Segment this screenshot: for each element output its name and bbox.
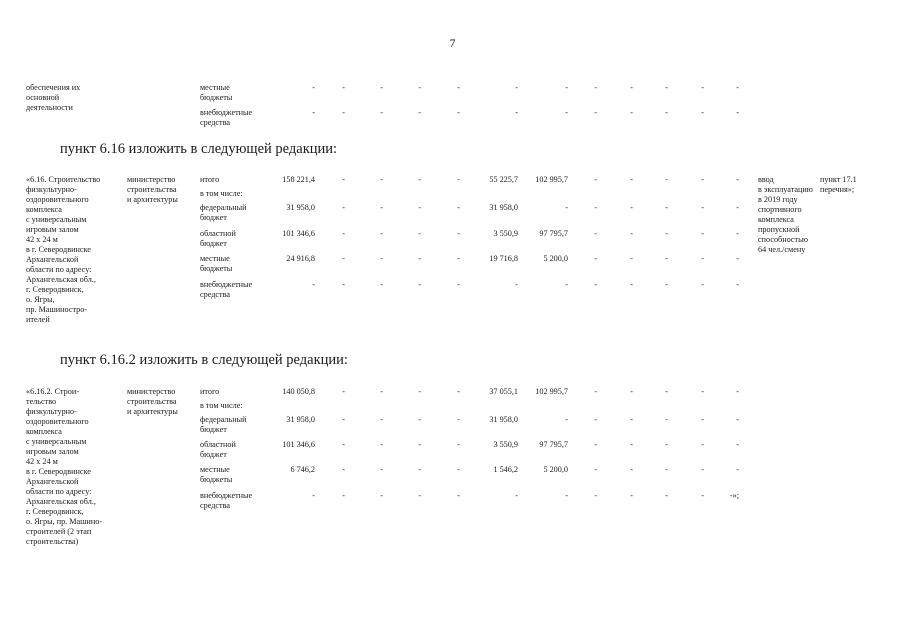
funding-source-line: местные	[200, 254, 230, 263]
funding-value-d9: -	[665, 491, 668, 500]
funding-value-d4: -	[457, 491, 460, 500]
funding-value-v0: 158 221,4	[282, 175, 315, 184]
funding-source-line: областной	[200, 440, 236, 449]
expected-result-line: комплекса	[758, 215, 794, 224]
measure-name-line: комплекса	[26, 427, 62, 436]
funding-source-line: бюджет	[200, 213, 227, 222]
funding-value-v6: -	[565, 491, 568, 500]
funding-value-d4: -	[457, 175, 460, 184]
funding-value-d8: -	[630, 440, 633, 449]
section-heading-6-16-2: пункт 6.16.2 изложить в следующей редакции:	[60, 352, 348, 368]
funding-value-v5: 3 550,9	[493, 229, 518, 238]
funding-source	[200, 229, 270, 249]
funding-value-d2: -	[380, 254, 383, 263]
funding-value-d3: -	[418, 108, 421, 117]
measure-name-line: деятельности	[26, 103, 73, 112]
measure-name	[26, 83, 122, 113]
funding-value-d7: -	[594, 280, 597, 289]
responsible-executor-line: и архитектуры	[127, 195, 178, 204]
funding-value-v6: 5 200,0	[543, 254, 568, 263]
funding-value-v6: -	[565, 203, 568, 212]
funding-value-d4: -	[457, 203, 460, 212]
funding-value-d4: -	[457, 108, 460, 117]
funding-value-d11: -	[736, 387, 739, 396]
funding-value-d8: -	[630, 491, 633, 500]
funding-value-d10: -	[701, 254, 704, 263]
funding-value-d9: -	[665, 415, 668, 424]
measure-name-line: 42 x 24 м	[26, 457, 58, 466]
expected-result-line: 64 чел./смену	[758, 245, 806, 254]
measure-name-line: с универсальным	[26, 437, 87, 446]
measure-name-line: физкультурно-	[26, 185, 77, 194]
measure-name	[26, 387, 122, 547]
funding-source	[200, 440, 270, 460]
funding-value-d2: -	[380, 491, 383, 500]
funding-source-line: федеральный	[200, 415, 247, 424]
responsible-executor-line: строительства	[127, 185, 177, 194]
funding-value-v5: -	[515, 108, 518, 117]
funding-source	[200, 83, 270, 103]
section-heading-6-16: пункт 6.16 изложить в следующей редакции:	[60, 141, 338, 157]
funding-source-line: в том числе:	[200, 189, 243, 198]
funding-value-d2: -	[380, 203, 383, 212]
responsible-executor-line: строительства	[127, 397, 177, 406]
funding-value-d4: -	[457, 83, 460, 92]
funding-value-d8: -	[630, 415, 633, 424]
funding-value-d3: -	[418, 83, 421, 92]
funding-value-d11: -	[736, 108, 739, 117]
responsible-executor-line: министерство	[127, 175, 176, 184]
funding-value-d2: -	[380, 415, 383, 424]
expected-result	[758, 175, 826, 255]
funding-value-d2: -	[380, 108, 383, 117]
funding-value-d4: -	[457, 465, 460, 474]
funding-source-line: местные	[200, 465, 230, 474]
measure-name-line: «6.16. Строительство	[26, 175, 101, 184]
funding-source-line: средства	[200, 290, 231, 299]
responsible-executor	[127, 175, 193, 205]
funding-value-d1: -	[342, 83, 345, 92]
funding-value-d11: -	[736, 175, 739, 184]
funding-source-line: бюджеты	[200, 93, 233, 102]
funding-value-v5: 19 716,8	[489, 254, 518, 263]
funding-source-line: бюджет	[200, 450, 227, 459]
funding-value-d3: -	[418, 440, 421, 449]
funding-value-d7: -	[594, 491, 597, 500]
funding-value-d4: -	[457, 280, 460, 289]
funding-source-line: средства	[200, 501, 231, 510]
funding-value-d11: -»;	[729, 491, 739, 500]
funding-source	[200, 175, 270, 185]
funding-value-d10: -	[701, 83, 704, 92]
funding-value-d1: -	[342, 465, 345, 474]
measure-name-line: строительства)	[26, 537, 79, 546]
funding-value-v0: 31 958,0	[286, 203, 315, 212]
funding-value-d2: -	[380, 387, 383, 396]
funding-value-d11: -	[736, 203, 739, 212]
funding-value-v6: -	[565, 415, 568, 424]
funding-value-d8: -	[630, 229, 633, 238]
funding-value-v0: 31 958,0	[286, 415, 315, 424]
measure-name-line: физкультурно-	[26, 407, 77, 416]
measure-name-line: области по адресу:	[26, 487, 92, 496]
funding-value-d11: -	[736, 229, 739, 238]
funding-value-v0: -	[312, 108, 315, 117]
funding-value-d9: -	[665, 108, 668, 117]
funding-value-d8: -	[630, 387, 633, 396]
funding-source-line: бюджеты	[200, 475, 233, 484]
funding-value-v5: 1 546,2	[493, 465, 518, 474]
funding-value-d11: -	[736, 465, 739, 474]
responsible-executor-line: министерство	[127, 387, 176, 396]
funding-value-d4: -	[457, 387, 460, 396]
funding-value-d9: -	[665, 83, 668, 92]
measure-name-line: Архангельская обл.,	[26, 275, 96, 284]
measure-name-line: оздоровительного	[26, 417, 89, 426]
funding-value-d1: -	[342, 203, 345, 212]
funding-value-d8: -	[630, 175, 633, 184]
funding-value-d10: -	[701, 387, 704, 396]
measure-name-line: в г. Северодвинске	[26, 245, 91, 254]
measure-name-line: с универсальным	[26, 215, 87, 224]
funding-value-v5: -	[515, 491, 518, 500]
funding-source-line: средства	[200, 118, 231, 127]
funding-value-d10: -	[701, 465, 704, 474]
funding-value-d3: -	[418, 465, 421, 474]
program-reference	[820, 175, 890, 195]
measure-name-line: тельство	[26, 397, 57, 406]
funding-value-d11: -	[736, 254, 739, 263]
funding-value-d8: -	[630, 254, 633, 263]
program-reference-line: пункт 17.1	[820, 175, 857, 184]
funding-value-d3: -	[418, 254, 421, 263]
funding-value-d7: -	[594, 203, 597, 212]
funding-value-v0: -	[312, 280, 315, 289]
funding-value-d7: -	[594, 83, 597, 92]
funding-source-line: внебюджетные	[200, 280, 253, 289]
funding-value-d10: -	[701, 203, 704, 212]
funding-source-line: внебюджетные	[200, 108, 253, 117]
funding-value-d10: -	[701, 491, 704, 500]
funding-value-v6: -	[565, 83, 568, 92]
measure-name-line: ителей	[26, 315, 50, 324]
funding-value-d7: -	[594, 440, 597, 449]
funding-value-d4: -	[457, 229, 460, 238]
measure-name-line: о. Ягры, пр. Машино-	[26, 517, 103, 526]
funding-value-d3: -	[418, 175, 421, 184]
funding-source-line: итого	[200, 387, 220, 396]
funding-value-v5: 31 958,0	[489, 203, 518, 212]
funding-value-d4: -	[457, 440, 460, 449]
funding-value-d9: -	[665, 229, 668, 238]
expected-result-line: пропускной	[758, 225, 800, 234]
funding-value-v6: 102 995,7	[535, 175, 568, 184]
funding-value-d8: -	[630, 203, 633, 212]
funding-value-d11: -	[736, 415, 739, 424]
funding-value-d9: -	[665, 203, 668, 212]
funding-source-line: областной	[200, 229, 236, 238]
funding-value-v5: 37 055,1	[489, 387, 518, 396]
funding-value-d4: -	[457, 254, 460, 263]
measure-name-line: Архангельской	[26, 477, 79, 486]
funding-value-d3: -	[418, 229, 421, 238]
funding-value-v5: 55 225,7	[489, 175, 518, 184]
funding-value-d10: -	[701, 440, 704, 449]
expected-result-line: способностью	[758, 235, 808, 244]
funding-source	[200, 465, 270, 485]
funding-source	[200, 387, 270, 397]
funding-value-d2: -	[380, 229, 383, 238]
funding-value-d1: -	[342, 415, 345, 424]
funding-value-d2: -	[380, 465, 383, 474]
funding-source	[200, 491, 270, 511]
funding-value-d2: -	[380, 280, 383, 289]
funding-source	[200, 415, 270, 435]
funding-value-d8: -	[630, 108, 633, 117]
funding-value-v5: 31 958,0	[489, 415, 518, 424]
measure-name-line: «6.16.2. Строи-	[26, 387, 79, 396]
funding-source-line: бюджет	[200, 239, 227, 248]
funding-value-v0: 101 346,6	[282, 229, 315, 238]
funding-value-d3: -	[418, 280, 421, 289]
measure-name-line: области по адресу:	[26, 265, 92, 274]
measure-name-line: о. Ягры,	[26, 295, 55, 304]
measure-name-line: основной	[26, 93, 60, 102]
expected-result-line: спортивного	[758, 205, 802, 214]
responsible-executor-line: и архитектуры	[127, 407, 178, 416]
funding-value-d1: -	[342, 387, 345, 396]
funding-value-d10: -	[701, 415, 704, 424]
funding-value-v0: 24 916,8	[286, 254, 315, 263]
funding-value-d7: -	[594, 465, 597, 474]
funding-value-d8: -	[630, 465, 633, 474]
measure-name-line: Архангельская обл.,	[26, 497, 96, 506]
funding-value-v6: 97 795,7	[539, 229, 568, 238]
funding-value-d3: -	[418, 203, 421, 212]
funding-value-d7: -	[594, 254, 597, 263]
funding-value-v6: 5 200,0	[543, 465, 568, 474]
measure-name	[26, 175, 122, 325]
measure-name-line: Архангельской	[26, 255, 79, 264]
measure-name-line: в г. Северодвинске	[26, 467, 91, 476]
funding-value-v0: 140 050,8	[282, 387, 315, 396]
measure-name-line: г. Северодвинск,	[26, 507, 84, 516]
funding-value-d10: -	[701, 108, 704, 117]
page-number: 7	[449, 36, 456, 50]
funding-value-d2: -	[380, 440, 383, 449]
funding-value-v6: -	[565, 108, 568, 117]
funding-value-d9: -	[665, 175, 668, 184]
funding-source	[200, 203, 270, 223]
measure-name-line: строителей (2 этап	[26, 527, 92, 536]
program-reference-line: перечня»;	[820, 185, 855, 194]
funding-value-d1: -	[342, 108, 345, 117]
funding-value-d1: -	[342, 254, 345, 263]
measure-name-line: пр. Машиностро-	[26, 305, 88, 314]
funding-value-d10: -	[701, 280, 704, 289]
funding-value-d9: -	[665, 387, 668, 396]
funding-source-line: местные	[200, 83, 230, 92]
funding-value-d9: -	[665, 440, 668, 449]
funding-value-d1: -	[342, 280, 345, 289]
funding-value-d7: -	[594, 415, 597, 424]
measure-name-line: г. Северодвинск,	[26, 285, 84, 294]
funding-value-d3: -	[418, 491, 421, 500]
funding-value-d2: -	[380, 175, 383, 184]
funding-source	[200, 280, 270, 300]
funding-source	[200, 254, 270, 274]
funding-value-d1: -	[342, 175, 345, 184]
funding-value-d8: -	[630, 280, 633, 289]
funding-value-v5: 3 550,9	[493, 440, 518, 449]
funding-value-v6: 102 995,7	[535, 387, 568, 396]
funding-source-line: бюджеты	[200, 264, 233, 273]
expected-result-line: ввод	[758, 175, 774, 184]
funding-source-line: федеральный	[200, 203, 247, 212]
funding-value-v5: -	[515, 83, 518, 92]
measure-name-line: 42 x 24 м	[26, 235, 58, 244]
funding-value-v6: 97 795,7	[539, 440, 568, 449]
funding-value-v0: 101 346,6	[282, 440, 315, 449]
funding-value-d11: -	[736, 440, 739, 449]
measure-name-line: комплекса	[26, 205, 62, 214]
funding-source	[200, 401, 270, 411]
funding-value-v0: -	[312, 83, 315, 92]
funding-value-d1: -	[342, 440, 345, 449]
measure-name-line: игровым залом	[26, 447, 79, 456]
funding-value-d11: -	[736, 83, 739, 92]
funding-value-d9: -	[665, 465, 668, 474]
measure-name-line: оздоровительного	[26, 195, 89, 204]
funding-value-d8: -	[630, 83, 633, 92]
funding-source	[200, 108, 270, 128]
funding-value-d1: -	[342, 491, 345, 500]
funding-value-d7: -	[594, 387, 597, 396]
responsible-executor	[127, 387, 193, 417]
funding-value-v5: -	[515, 280, 518, 289]
funding-value-v0: -	[312, 491, 315, 500]
funding-value-v6: -	[565, 280, 568, 289]
funding-source-line: в том числе:	[200, 401, 243, 410]
measure-name-line: игровым залом	[26, 225, 79, 234]
funding-value-d10: -	[701, 175, 704, 184]
funding-value-d2: -	[380, 83, 383, 92]
expected-result-line: в эксплуатацию	[758, 185, 813, 194]
funding-value-d11: -	[736, 280, 739, 289]
funding-value-d7: -	[594, 229, 597, 238]
funding-value-d3: -	[418, 387, 421, 396]
funding-source-line: внебюджетные	[200, 491, 253, 500]
funding-source	[200, 189, 270, 199]
funding-value-v0: 6 746,2	[290, 465, 315, 474]
funding-value-d1: -	[342, 229, 345, 238]
funding-value-d10: -	[701, 229, 704, 238]
funding-value-d9: -	[665, 280, 668, 289]
funding-source-line: итого	[200, 175, 220, 184]
funding-source-line: бюджет	[200, 425, 227, 434]
measure-name-line: обеспечения их	[26, 83, 81, 92]
funding-value-d7: -	[594, 175, 597, 184]
expected-result-line: в 2019 году	[758, 195, 798, 204]
funding-value-d7: -	[594, 108, 597, 117]
funding-value-d3: -	[418, 415, 421, 424]
funding-value-d4: -	[457, 415, 460, 424]
funding-value-d9: -	[665, 254, 668, 263]
